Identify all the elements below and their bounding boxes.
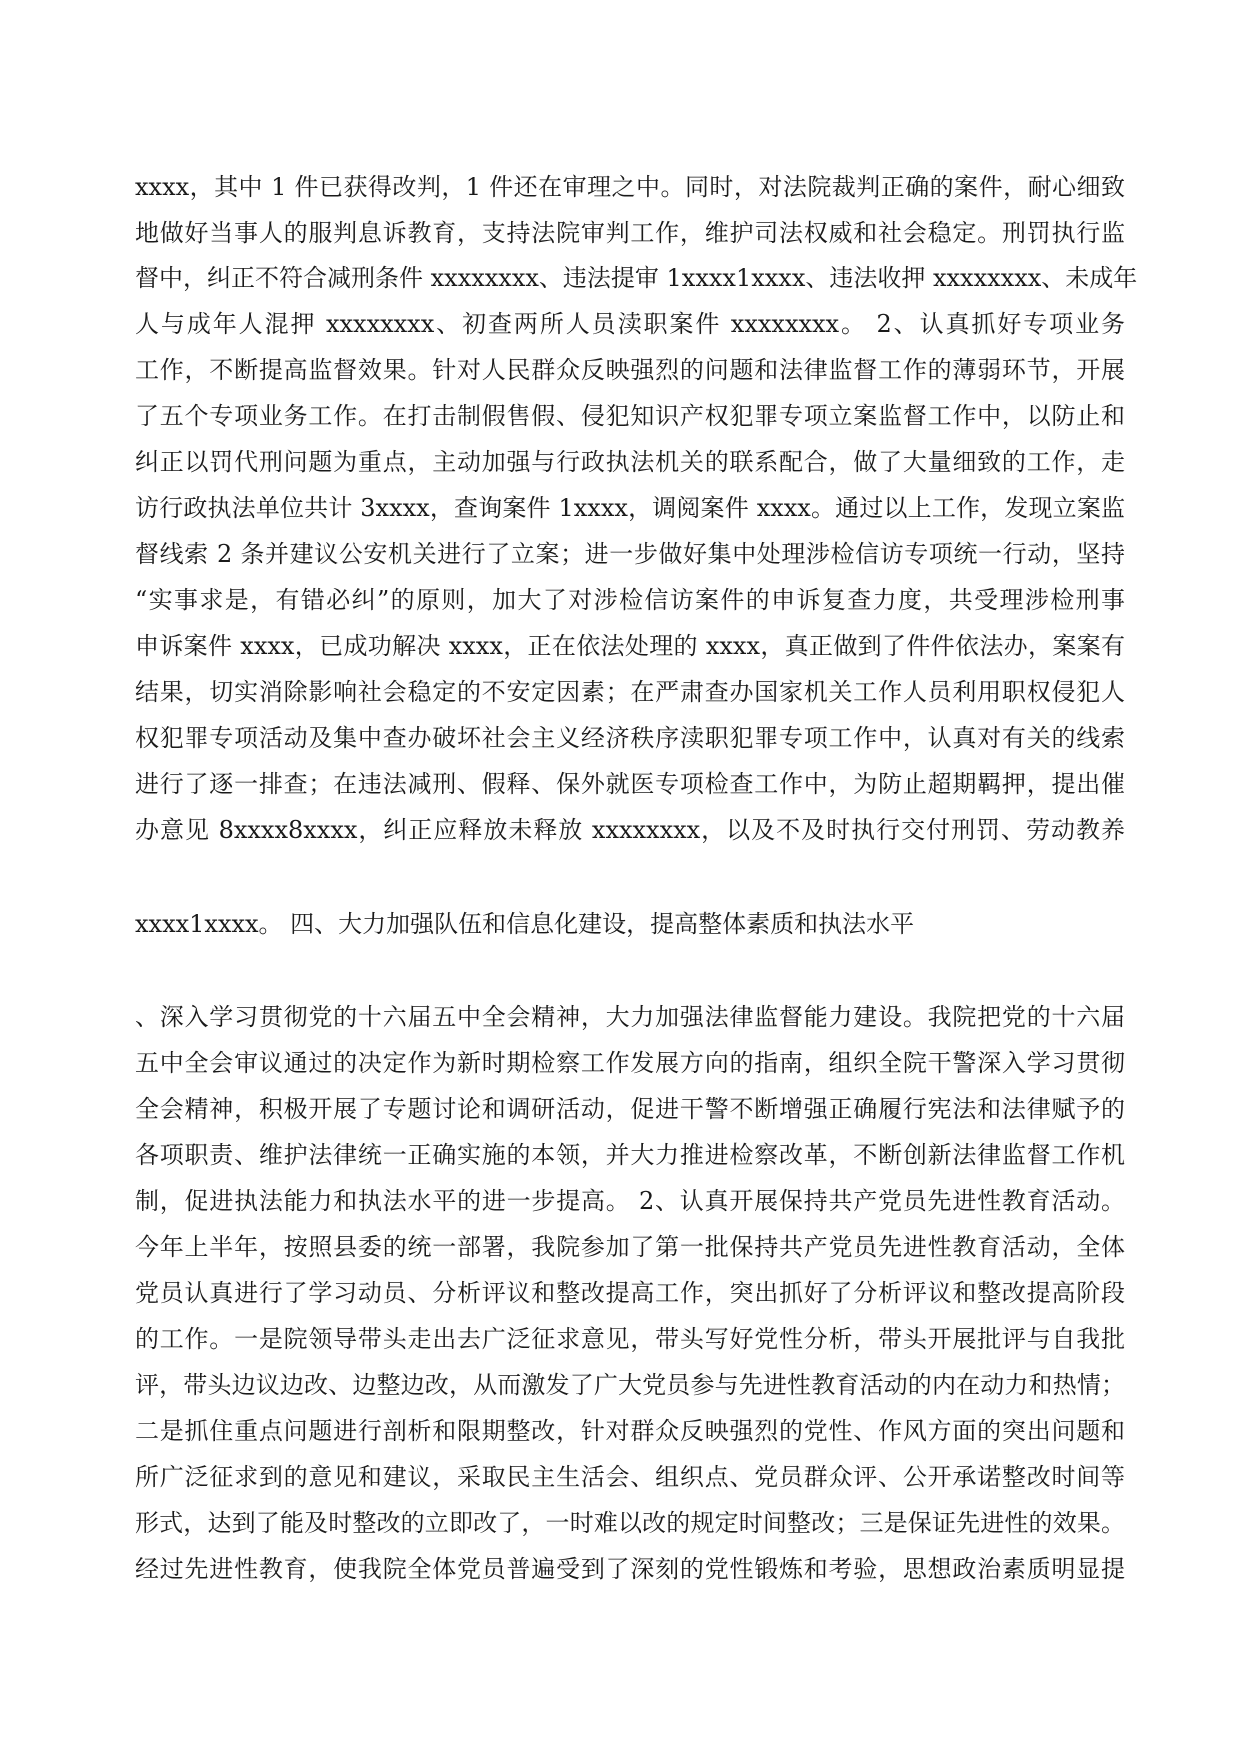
body-line: “实事求是，有错必纠”的原则，加大了对涉检信访案件的申诉复查力度，共受理涉检刑事 [135,586,1125,614]
body-line: 了五个专项业务工作。在打击制假售假、侵犯知识产权犯罪专项立案监督工作中，以防止和 [135,402,1125,430]
body-line: xxxx，其中 1 件已获得改判，1 件还在审理之中。同时，对法院裁判正确的案件，耐心细致 [135,173,1125,201]
body-line: 各项职责、维护法律统一正确实施的本领，并大力推进检察改革，不断创新法律监督工作机 [135,1141,1125,1169]
body-line: 的工作。一是院领导带头走出去广泛征求意见，带头写好党性分析，带头开展批评与自我批 [135,1325,1125,1353]
body-line: 全会精神，积极开展了专题讨论和调研活动，促进干警不断增强正确履行宪法和法律赋予的 [135,1095,1125,1123]
body-line: 人与成年人混押 xxxxxxxx、初查两所人员渎职案件 xxxxxxxx。 2、认真抓好专项业务 [135,310,1125,338]
body-line: 五中全会审议通过的决定作为新时期检察工作发展方向的指南，组织全院干警深入学习贯彻 [135,1049,1125,1077]
body-line: 制，促进执法能力和执法水平的进一步提高。 2、认真开展保持共产党员先进性教育活动。 [135,1187,1125,1215]
body-line: 督中，纠正不符合减刑条件 xxxxxxxx、违法提审 1xxxx1xxxx、违法收押 xxxxxxxx、未成年 [135,264,1138,292]
body-line: 经过先进性教育，使我院全体党员普遍受到了深刻的党性锻炼和考验，思想政治素质明显提 [135,1555,1125,1583]
body-line: 办意见 8xxxx8xxxx，纠正应释放未释放 xxxxxxxx，以及不及时执行交付刑罚、劳动教养 [135,816,1125,844]
body-line: 进行了逐一排查；在违法减刑、假释、保外就医专项检查工作中，为防止超期羁押，提出催 [135,770,1125,798]
body-line: 、深入学习贯彻党的十六届五中全会精神，大力加强法律监督能力建设。我院把党的十六届 [135,1003,1125,1031]
body-line: 所广泛征求到的意见和建议，采取民主生活会、组织点、党员群众评、公开承诺整改时间等 [135,1463,1125,1491]
body-line: 申诉案件 xxxx，已成功解决 xxxx，正在依法处理的 xxxx，真正做到了件件依法办，案案有 [135,632,1125,660]
body-line: 权犯罪专项活动及集中查办破坏社会主义经济秩序渎职犯罪专项工作中，认真对有关的线索 [135,724,1125,752]
body-line: 结果，切实消除影响社会稳定的不安定因素；在严肃查办国家机关工作人员利用职权侵犯人 [135,678,1125,706]
body-line: 地做好当事人的服判息诉教育，支持法院审判工作，维护司法权威和社会稳定。刑罚执行监 [135,219,1125,247]
section-heading-line: xxxx1xxxx。 四、大力加强队伍和信息化建设，提高整体素质和执法水平 [135,910,915,938]
body-line: 工作，不断提高监督效果。针对人民群众反映强烈的问题和法律监督工作的薄弱环节，开展 [135,356,1125,384]
body-line: 督线索 2 条并建议公安机关进行了立案；进一步做好集中处理涉检信访专项统一行动，坚持 [135,540,1125,568]
body-line: 形式，达到了能及时整改的立即改了，一时难以改的规定时间整改；三是保证先进性的效果。 [135,1509,1125,1537]
body-line: 访行政执法单位共计 3xxxx，查询案件 1xxxx，调阅案件 xxxx。通过以上工作，发现立案监 [135,494,1125,522]
body-line: 今年上半年，按照县委的统一部署，我院参加了第一批保持共产党员先进性教育活动，全体 [135,1233,1125,1261]
body-line: 评，带头边议边改、边整边改，从而激发了广大党员参与先进性教育活动的内在动力和热情； [135,1371,1125,1399]
body-line: 党员认真进行了学习动员、分析评议和整改提高工作，突出抓好了分析评议和整改提高阶段 [135,1279,1125,1307]
body-line: 纠正以罚代刑问题为重点，主动加强与行政执法机关的联系配合，做了大量细致的工作，走 [135,448,1125,476]
body-line: 二是抓住重点问题进行剖析和限期整改，针对群众反映强烈的党性、作风方面的突出问题和 [135,1417,1125,1445]
